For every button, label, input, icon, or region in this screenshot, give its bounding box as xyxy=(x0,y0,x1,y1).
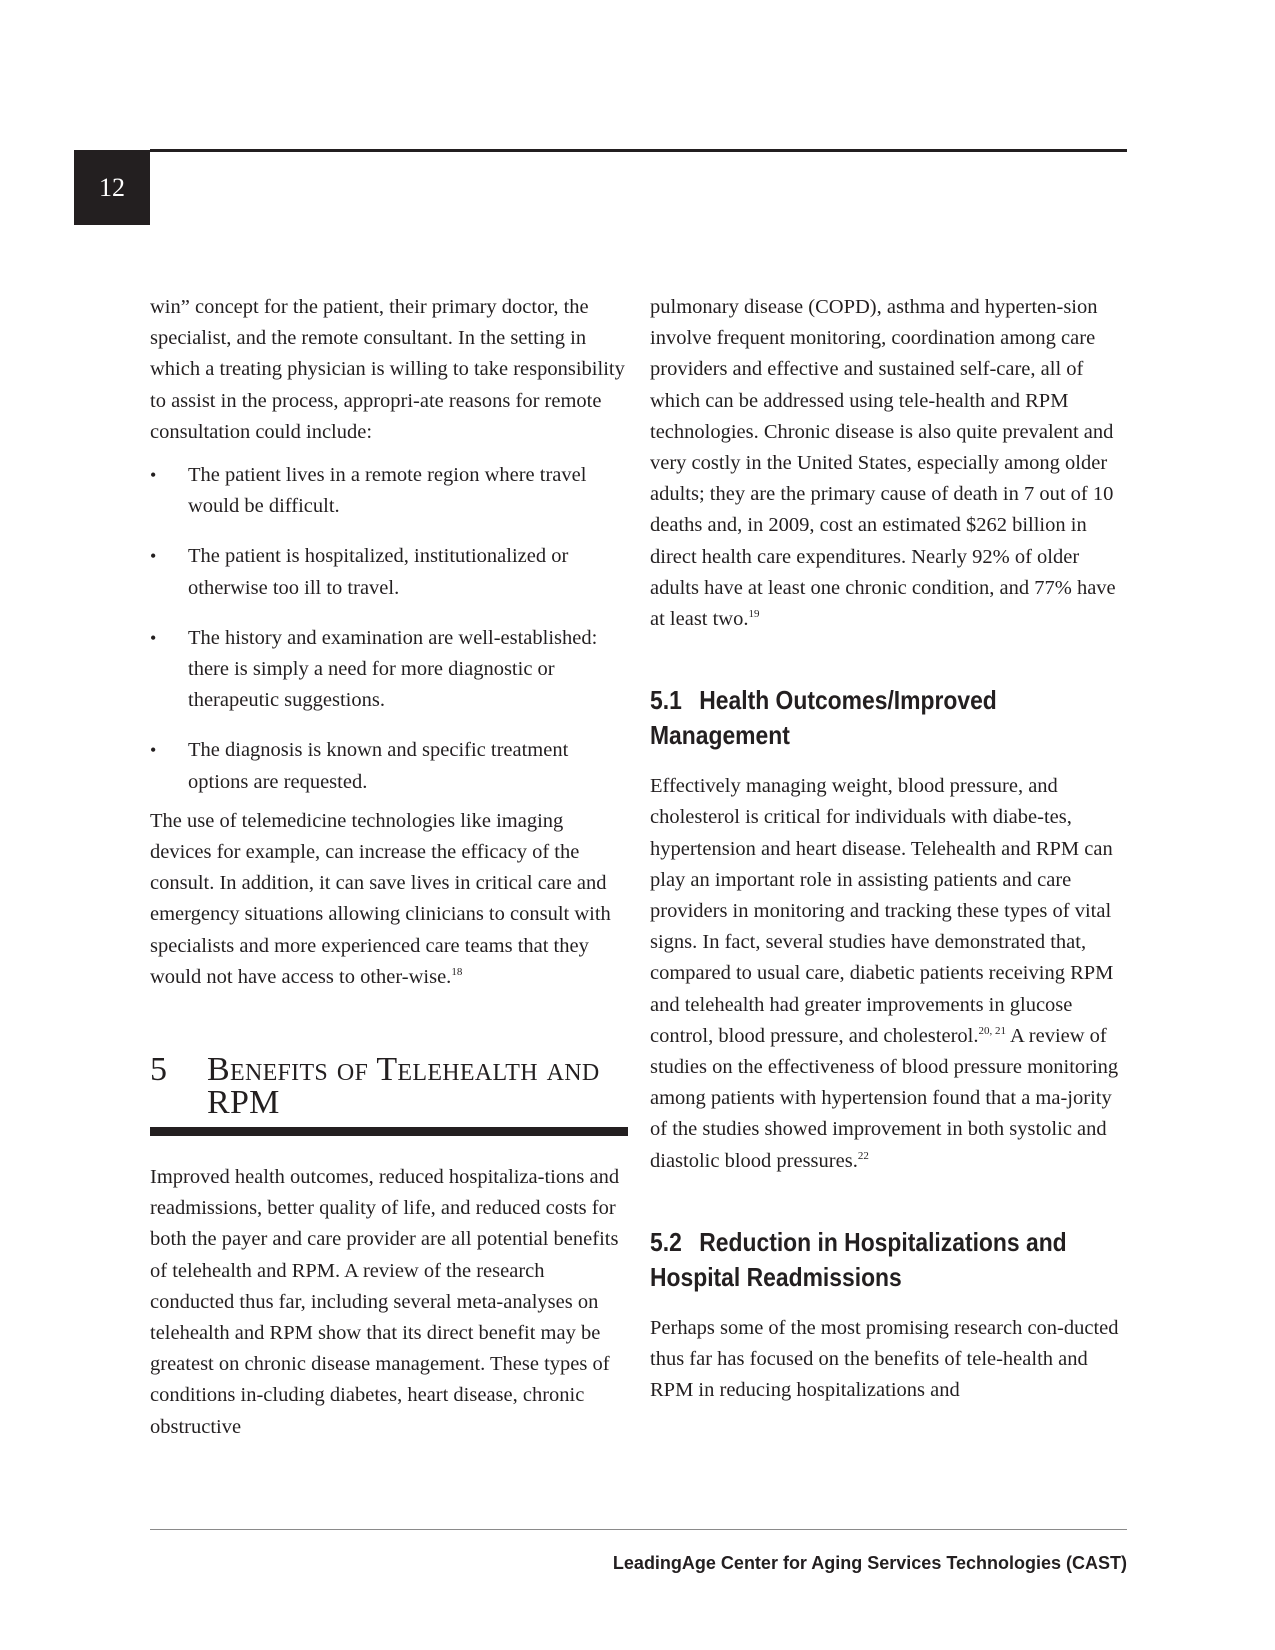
right-column xyxy=(650,292,1130,1406)
footnote-ref-19: 19 xyxy=(748,608,760,621)
section-5-heading-block xyxy=(150,1053,628,1136)
bullet-icon: • xyxy=(150,465,157,486)
list-item xyxy=(150,460,628,522)
subsection-title-line-1: Reduction in Hospitalizations and xyxy=(699,1226,1067,1257)
consultation-reasons-list xyxy=(150,460,628,798)
list-item-text: The history and examination are well-established: there is simply a need for more diagnostic or therapeutic suggestions. xyxy=(188,626,598,712)
health-outcomes-text-a: Effectively managing weight, blood pressure, and cholesterol is critical for individuals with diabe-tes, hypertension and heart disease. Telehealth and RPM can play an important role in assisting patients and care providers in monitoring and tracking these types of vital signs. In fact, several studies have demonstrated that, compared to usual care, diabetic patients receiving RPM and telehealth had greater improvements in glucose control, blood pressure, and cholesterol. xyxy=(650,775,1114,1047)
section-rule xyxy=(150,1127,628,1136)
footnote-ref-18: 18 xyxy=(451,965,463,978)
header-rule xyxy=(150,149,1127,152)
telemedicine-text: The use of telemedicine technologies like imaging devices for example, can increase the efficacy of the consult. In addition, it can save lives in critical care and emergency situations allowing clinicians to consult with specialists and more experienced care teams that they would not have access to other-wise. xyxy=(150,809,611,988)
section-heading xyxy=(150,1051,628,1122)
footer-text: LeadingAge Center for Aging Services Technologies (CAST) xyxy=(612,1553,1127,1573)
subsection-title-line-1: Health Outcomes/Improved xyxy=(699,685,997,716)
bullet-icon: • xyxy=(150,740,157,761)
page-number-text: 12 xyxy=(99,172,125,202)
list-item xyxy=(150,541,628,603)
list-item-text: The diagnosis is known and specific treatment options are requested. xyxy=(188,739,569,793)
subsection-title-line-2: Management xyxy=(650,720,790,751)
telemedicine-paragraph xyxy=(150,806,628,993)
bullet-icon: • xyxy=(150,546,157,567)
subsection-title-line-2: Hospital Readmissions xyxy=(650,1261,902,1292)
section-title-line-1: Benefits of Telehealth and xyxy=(207,1051,600,1089)
subsection-number: 5.2 xyxy=(650,1226,682,1257)
subsection-5-2-heading xyxy=(650,1225,1125,1295)
footnote-ref-20-21: 20, 21 xyxy=(978,1024,1006,1037)
subsection-5-1-heading xyxy=(650,683,1125,753)
subsection-number: 5.1 xyxy=(650,685,682,716)
health-outcomes-text-b: A review of studies on the effectiveness of blood pressure monitoring among patients with hypertension found that a ma-jority of the studies showed improvement in both systolic and diastolic blood pressures. xyxy=(650,1024,1119,1172)
chronic-disease-paragraph xyxy=(650,292,1130,635)
list-item xyxy=(150,623,628,717)
page-number xyxy=(74,150,150,225)
footnote-ref-22: 22 xyxy=(857,1149,869,1162)
list-item-text: The patient is hospitalized, institutionalized or otherwise too ill to travel. xyxy=(188,545,569,599)
footer-rule xyxy=(150,1529,1127,1530)
left-column xyxy=(150,292,628,1443)
hospitalizations-paragraph: Perhaps some of the most promising research con-ducted thus far has focused on the benefits of tele-health and RPM in reducing hospitalizations and xyxy=(650,1316,1119,1402)
list-item xyxy=(150,735,628,797)
section-5-paragraph: Improved health outcomes, reduced hospitaliza-tions and readmissions, better quality of life, and reduced costs for both the payer and care provider are all potential benefits of telehealth and RPM. A review of the research conducted thus far, including several meta-analyses on telehealth and RPM show that its direct benefit may be greatest on chronic disease management. These types of conditions in-cluding diabetes, heart disease, chronic obstructive xyxy=(150,1166,620,1438)
intro-paragraph: win” concept for the patient, their primary doctor, the specialist, and the remote consultant. In the setting in which a treating physician is willing to take responsibility to assist in the process, appropri-ate reasons for remote consultation could include: xyxy=(150,296,625,443)
chronic-disease-text: pulmonary disease (COPD), asthma and hyperten-sion involve frequent monitoring, coordination among care providers and effective and sustained self-care, all of which can be addressed using tele-health and RPM technologies. Chronic disease is also quite prevalent and very costly in the United States, especially among older adults; they are the primary cause of death in 7 out of 10 deaths and, in 2009, cost an estimated $262 billion in direct health care expenditures. Nearly 92% of older adults have at least one chronic condition, and 77% have at least two. xyxy=(650,296,1116,631)
bullet-icon: • xyxy=(150,627,157,648)
section-title-line-2: RPM xyxy=(207,1084,280,1122)
section-number: 5 xyxy=(150,1051,167,1089)
list-item-text: The patient lives in a remote region where travel would be difficult. xyxy=(188,464,587,518)
health-outcomes-paragraph xyxy=(650,771,1130,1177)
